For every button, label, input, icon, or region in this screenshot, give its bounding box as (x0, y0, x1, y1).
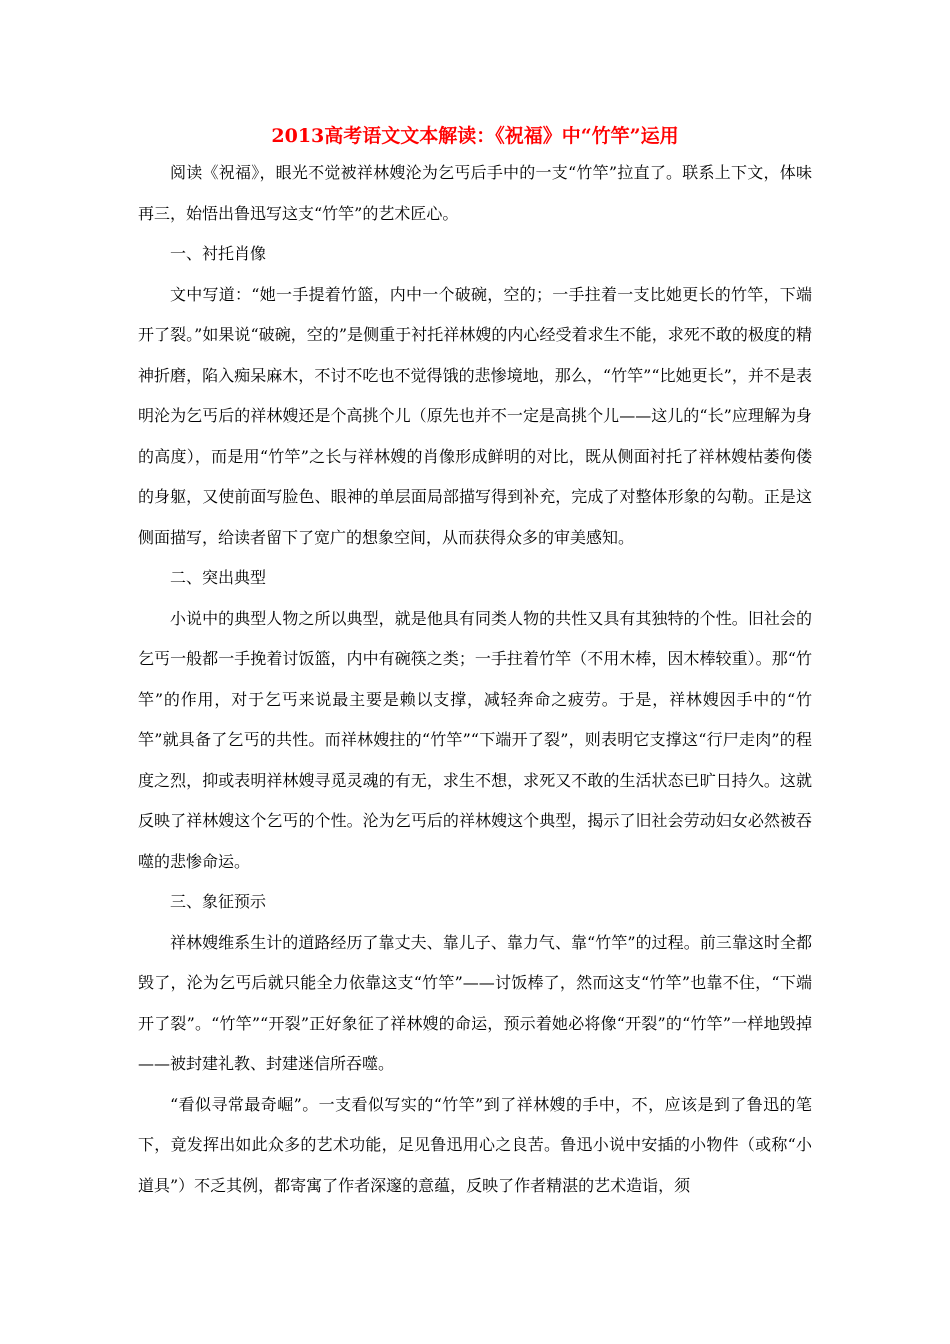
intro-paragraph: 阅读《祝福》，眼光不觉被祥林嫂沦为乞丐后手中的一支“竹竿”拉直了。联系上下文，体味再三，始悟出鲁迅写这支“竹竿”的艺术匠心。 (138, 163, 812, 223)
conclusion-paragraph: “看似寻常最奇崛”。一支看似写实的“竹竿”到了祥林嫂的手中，不，应该是到了鲁迅的笔下，竟发挥出如此众多的艺术功能，足见鲁迅用心之良苦。鲁迅小说中安插的小物件（或称“小道具”）不乏其例，都寄寓了作者深邃的意蕴，反映了作者精湛的艺术造诣，须 (138, 1094, 812, 1195)
document-page (138, 119, 812, 1206)
section-heading-2: 二、突出典型 (170, 568, 267, 587)
section-body-2: 小说中的典型人物之所以典型，就是他具有同类人物的共性又具有其独特的个性。旧社会的乞丐一般都一手挽着讨饭篮，内中有碗筷之类；一手拄着竹竿（不用木棒，因木棒较重）。那“竹竿”的作用，对于乞丐来说最主要是赖以支撑，减轻奔命之疲劳。于是，祥林嫂因手中的“竹竿”就具备了乞丐的共性。而祥林嫂拄的“竹竿”“下端开了裂”，则表明它支撑这“行尸走肉”的程度之烈，抑或表明祥林嫂寻觅灵魂的有无，求生不想，求死又不敢的生活状态已旷日持久。这就反映了祥林嫂这个乞丐的个性。沦为乞丐后的祥林嫂这个典型，揭示了旧社会劳动妇女必然被吞噬的悲惨命运。 (138, 608, 812, 871)
section-body-1: 文中写道：“她一手提着竹篮，内中一个破碗，空的；一手拄着一支比她更长的竹竿，下端开了裂。”如果说“破碗，空的”是侧重于衬托祥林嫂的内心经受着求生不能，求死不敢的极度的精神折磨，陷入痴呆麻木，不讨不吃也不觉得饿的悲惨境地，那么，“竹竿”“比她更长”，并不是表明沦为乞丐后的祥林嫂还是个高挑个儿（原先也并不一定是高挑个儿——这儿的“长”应理解为身的高度），而是用“竹竿”之长与祥林嫂的肖像形成鲜明的对比，既从侧面衬托了祥林嫂枯萎佝偻的身躯，又使前面写脸色、眼神的单层面局部描写得到补充，完成了对整体形象的勾勒。正是这侧面描写，给读者留下了宽广的想象空间，从而获得众多的审美感知。 (138, 284, 812, 547)
section-body-3: 祥林嫂维系生计的道路经历了靠丈夫、靠儿子、靠力气、靠“竹竿”的过程。前三靠这时全都毁了，沦为乞丐后就只能全力依靠这支“竹竿”——讨饭棒了，然而这支“竹竿”也靠不住，“下端开了裂”。“竹竿”“开裂”正好象征了祥林嫂的命运，预示着她必将像“开裂”的“竹竿”一样地毁掉——被封建礼教、封建迷信所吞噬。 (138, 932, 812, 1073)
document-title: 2013高考语文文本解读：《祝福》中“竹竿”运用 (271, 125, 679, 147)
section-heading-3: 三、象征预示 (170, 892, 267, 911)
section-heading-1: 一、衬托肖像 (170, 244, 267, 263)
